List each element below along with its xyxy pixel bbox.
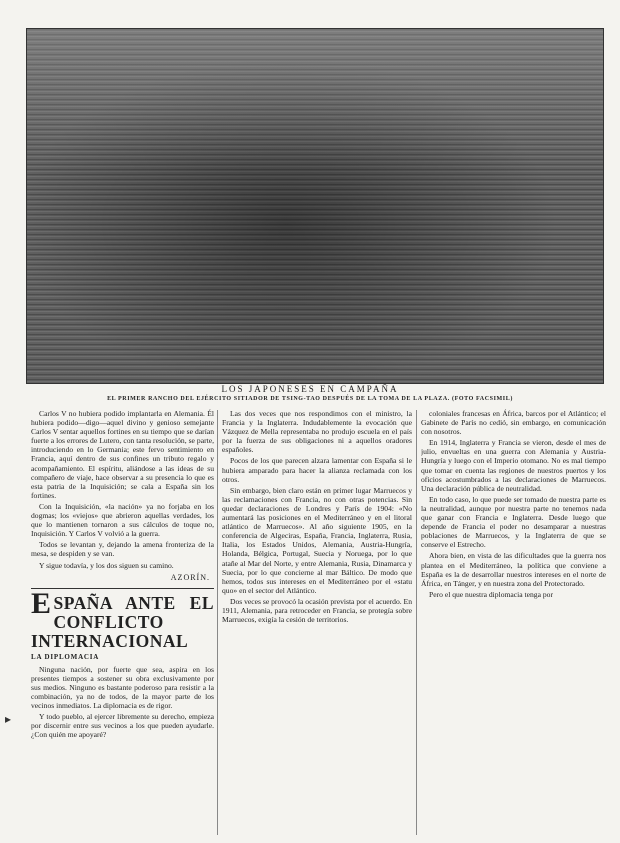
paragraph: Dos veces se provocó la ocasión prevista por el acuerdo. En 1911, Alemania, para retroceder en Francia, se protegía sobre Marruecos, exigía la cesión de territorios. [222, 596, 412, 625]
author-signature: AZORÍN. [170, 572, 210, 582]
column-2 [222, 409, 412, 839]
column-1 [31, 409, 214, 839]
article-headline [31, 586, 214, 651]
paragraph: coloniales francesas en África, barcos por el Atlántico; el Gabinete de París no cedió, sin embargo, en comunicación con nosotros. [421, 409, 606, 437]
column-3 [421, 409, 606, 839]
paragraph: Todos se levantan y, dejando la amena fronteriza de la mesa, se despiden y se van. [31, 540, 214, 559]
paragraph: Con la Inquisición, «la nación» ya no forjaba en los dogmas; los «viejos» que abrieron aquellas verdades, los que lo mantienen tornaron a sus cálculos de toque no, Inquisición. Y Carlos V volvió a la guerra. [31, 501, 214, 539]
paragraph: En todo caso, lo que puede ser tomado de nuestra parte es la neutralidad, aunque por nuestra parte no tenemos nada que ganar con Francia e Inglaterra. Desde luego que depende de Francia el poder no desamparar a nuestras poblaciones de Marruecos, y la Inglaterra de que se conserve el Estrecho. [421, 494, 606, 550]
margin-arrow-icon: ▸ [5, 712, 12, 726]
headline-initial: E [31, 586, 52, 620]
paragraph: Las dos veces que nos respondimos con el ministro, la Francia y la Inglaterra. Indudablemente la evocación que Vázquez de Mella representaba no produjo escuela en el país por la fuerza de sus obligaciones ni a aquellos oradores españoles. [222, 409, 412, 455]
paragraph: Pocos de los que parecen alzara lamentar con España si le hubiera amparado para hacer la alianza reclamada con los otros. [222, 456, 412, 484]
section-rule [31, 588, 214, 589]
column-divider [217, 410, 218, 835]
photo-caption-title: LOS JAPONESES EN CAMPAÑA [221, 384, 399, 394]
paragraph: Ahora bien, en vista de las dificultades que la guerra nos plantea en el Mediterráneo, la política que conviene a España es la de desarrollar nuestros intereses en el norte de África, en Tánger, y en nuestra zona del Protectorado. [421, 551, 606, 588]
paragraph: Pero el que nuestra diplomacia tenga por [429, 589, 553, 599]
news-photo [26, 28, 604, 384]
paragraph: Y todo pueblo, al ejercer libremente su derecho, empieza por discernir entre sus vecinos a los que pueden ayudarle. ¿Con quién me apoyaré? [31, 712, 214, 740]
section-kicker: LA DIPLOMACIA [31, 652, 100, 661]
column-divider [416, 410, 417, 835]
photo-caption-subtitle: EL PRIMER RANCHO DEL EJÉRCITO SITIADOR DE TSING-TAO DESPUÉS DE LA TOMA DE LA PLAZA. (FOTO FACSIMIL) [107, 396, 513, 402]
paragraph: Carlos V no hubiera podido implantarla en Alemania. Él hubiera podido—digo—aquel divino y genioso semejante Carlos V sentar aquellos fortines en su tiempo que se darían fuerte a los errores de Lutero, con tanta resolución, se parte, introduciendo en lo Germania; este fervo sentimiento en Francia, aquí dentro de sus confines un tributo regalo y acompañamiento. El espíritu, aliándose a las ideas de su compañero de viaje, hace observar a su presencia lo que es esta patria de la Inquisición; se cala a España sin los fortines. [31, 409, 214, 500]
headline-text: SPAÑA ANTE EL CONFLICTO INTERNACIONAL [31, 592, 214, 651]
paragraph: En 1914, Inglaterra y Francia se vieron, desde el mes de julio, envueltas en una guerra con Alemania y Austria-Hungría y luego con el Imperio otomano. No es mal tiempo que tomar en cuenta las regiones de nuestros puertos y los oficios acostumbrados a las declaraciones de Marruecos. Una declaración pública de neutralidad. [421, 438, 606, 493]
paragraph: Ninguna nación, por fuerte que sea, aspira en los presentes tiempos a sostener su obra exclusivamente por sus medios. Ninguno es bastante poderoso para resistir a la combinación, ya no de todos, de la mayor parte de los vecinos inmediatos. La diplomacia es de rigor. [31, 664, 214, 711]
paragraph: Y sigue todavía, y los dos siguen su camino. [39, 560, 174, 570]
paragraph: Sin embargo, bien claro están en primer lugar Marruecos y las reclamaciones con Francia, no con otras potencias. Sin quedar declaraciones de Londres y París de 1904: «No aumentará las posiciones en el Mediterráneo y en el litoral atlántico de Marruecos». Al año siguiente 1905, en la conferencia de Algeciras, España, Francia, Inglaterra, Rusia, Italia, los Estados Unidos, Alemania, Austria-Hungría, Holanda, Bélgica, Portugal, Suecia y Noruega, por lo que atañe al Mar del Norte, y entre Alemania, Rusia, Dinamarca y Suecia, por lo que concierne al mar Báltico. De modo que hemos, todos sus intereses en el Mediterráneo por el «statu quo» en el sector del Atlántico. [222, 485, 412, 595]
